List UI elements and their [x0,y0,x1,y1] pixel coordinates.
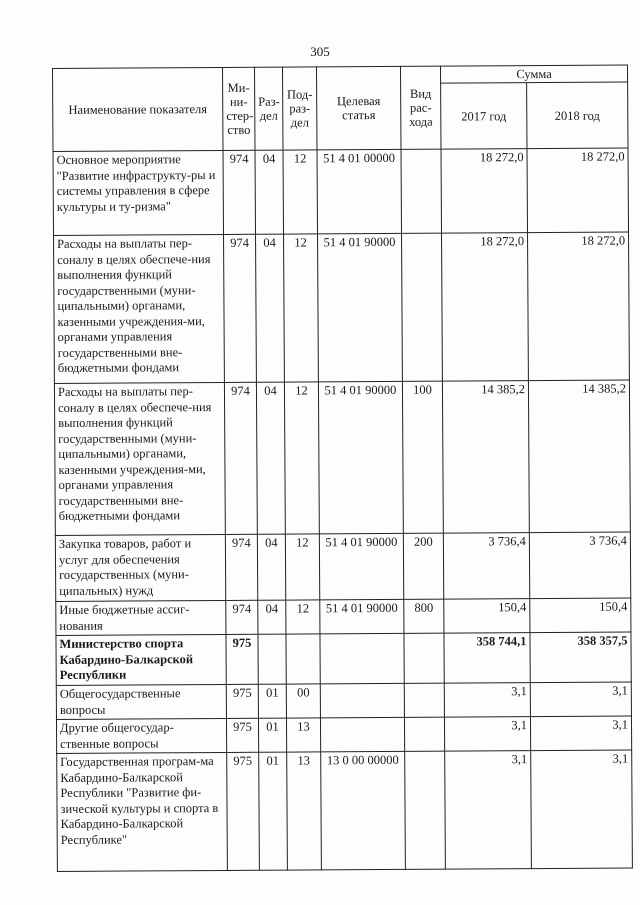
row-ministry: 975 [227,752,260,870]
row-subsection: 12 [286,600,320,634]
row-subsection: 12 [285,534,319,600]
row-expense-type [404,683,444,717]
row-section: 04 [256,234,285,382]
row-expense-type [404,633,444,683]
row-target: 51 4 01 90000 [319,533,403,600]
row-sum-2018: 150,4 [530,598,631,633]
row-name: Другие общегосудар-ственные вопросы [56,718,226,753]
row-sum-2017: 3 736,4 [443,533,529,600]
row-sum-2018: 3,1 [531,750,633,869]
table-row [53,148,629,236]
row-sum-2017: 150,4 [444,599,530,634]
row-section: 01 [258,718,286,752]
header-target: Целевая статья [316,66,401,150]
header-expense-type: Вид рас- хода [400,66,441,149]
row-name: Общегосударственные вопросы [56,684,226,719]
row-expense-type: 800 [404,599,444,633]
row-subsection: 12 [284,382,319,534]
row-ministry: 974 [224,382,257,534]
row-target [320,683,404,718]
row-ministry: 975 [226,634,258,684]
row-name: Основное мероприятие "Развитие инфраструкту-ры и системы управления в сфере культуры и ту-ризма" [53,150,224,235]
table-row [54,232,630,384]
table-row [57,750,633,872]
row-section: 04 [255,150,284,234]
row-subsection: 13 [287,752,322,870]
table-body [53,148,632,871]
header-year-2018: 2018 год [527,82,628,149]
row-sum-2018: 18 272,0 [527,148,629,233]
header-name: Наименование показателя [53,67,224,151]
table-row [56,682,631,720]
row-subsection: 00 [286,684,320,718]
row-sum-2017: 14 385,2 [442,381,529,534]
row-ministry: 974 [226,600,258,634]
row-target: 13 0 00 00000 [321,751,406,870]
row-target: 51 4 01 00000 [317,149,402,234]
header-section: Раз- дел [254,67,283,150]
row-sum-2018: 358 357,5 [530,632,631,683]
row-section: 01 [258,684,286,718]
table-row [54,380,630,536]
row-subsection: 12 [283,150,318,234]
row-section [258,634,286,684]
budget-table [52,64,633,872]
row-name: Закупка товаров, работ и услуг для обеспечения государственных (муни-ципальных) нужд [55,534,225,601]
row-ministry: 975 [226,684,258,718]
row-sum-2018: 3,1 [530,682,631,717]
row-target: 51 4 01 90000 [320,599,404,634]
row-section: 04 [256,382,285,534]
page-number: 305 [310,44,330,59]
header-year-2017: 2017 год [441,83,527,150]
row-expense-type [404,717,444,751]
table-row [56,632,631,686]
row-target: 51 4 01 90000 [318,381,403,534]
row-ministry: 974 [223,150,256,234]
row-sum-2018: 3,1 [530,716,631,751]
row-sum-2017: 358 744,1 [444,633,530,684]
table-row [56,598,631,636]
row-sum-2017: 18 272,0 [441,149,528,234]
row-expense-type: 200 [403,533,443,599]
header-subsection: Под- раз- дел [282,67,317,150]
row-target [320,633,404,684]
header-ministry: Ми- ни- стер- ство [222,67,255,150]
row-ministry: 974 [225,534,257,600]
row-subsection: 12 [284,234,319,382]
row-sum-2017: 3,1 [444,717,530,752]
row-name: Расходы на выплаты пер-соналу в целях обеспече-ния выполнения функций государственными (муни-ципальными) органами, казенными учреждения-ми, органами управления государственными вне-бюджетными фондами [54,382,225,535]
row-ministry: 975 [226,718,258,752]
row-sum-2018: 3 736,4 [529,532,630,599]
row-expense-type [402,233,443,381]
row-name: Министерство спорта Кабардино-Балкарской Республики [56,634,226,685]
header-sum: Сумма [440,65,627,83]
row-ministry: 974 [224,234,257,382]
row-subsection [286,634,320,684]
row-expense-type [405,751,446,869]
row-name: Иные бюджетные ассиг-нования [56,600,226,635]
row-sum-2017: 3,1 [445,751,532,870]
table-row [55,532,630,602]
table-row [56,716,631,754]
row-sum-2017: 18 272,0 [442,233,529,382]
row-sum-2018: 18 272,0 [528,232,630,381]
row-name: Расходы на выплаты пер-соналу в целях обеспече-ния выполнения функций государственными (муни-ципальными) органами, казенными учреждения-ми, органами управления государственными вне-бюджетными фондами [54,234,225,383]
row-sum-2018: 14 385,2 [528,380,630,533]
row-sum-2017: 3,1 [444,683,530,718]
row-section: 01 [259,752,288,870]
row-name: Государственная програм-ма Кабардино-Балкарской Республики "Развитие фи-зической культуры и спорта в Кабардино-Балкарской Республике" [57,752,228,871]
row-expense-type [401,149,442,233]
row-target [320,717,404,752]
row-expense-type: 100 [402,381,443,533]
row-section: 04 [258,600,286,634]
row-subsection: 13 [286,718,320,752]
row-section: 04 [257,534,285,600]
row-target: 51 4 01 90000 [318,233,403,382]
